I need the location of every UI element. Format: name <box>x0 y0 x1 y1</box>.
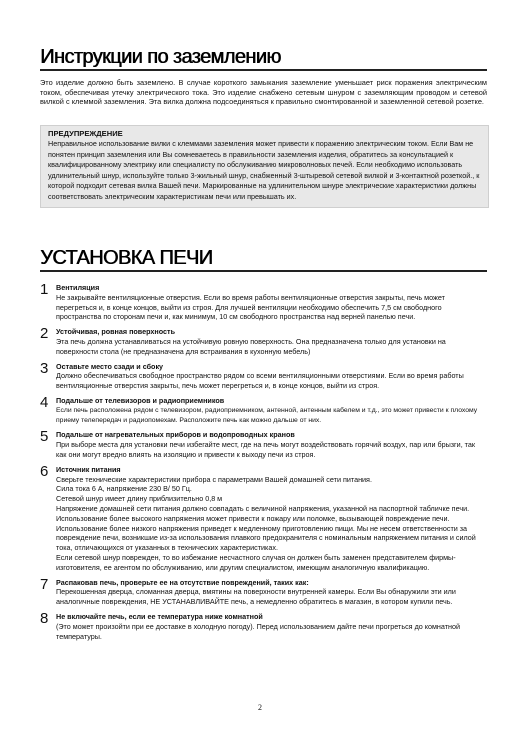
item-title: Устойчивая, ровная поверхность <box>56 327 175 337</box>
item-text: При выборе места для установки печи избегайте мест, где на печь могут воздействовать горячий воздух, пар или брызги, так как они могут вредно влиять на изоляцию и привести к выходу печи из строя. <box>56 440 476 459</box>
item-title: Оставьте место сзади и сбоку <box>56 361 164 371</box>
installation-list <box>40 283 487 641</box>
warning-box <box>40 125 489 208</box>
list-item <box>40 575 487 607</box>
list-item <box>40 462 487 573</box>
item-number: 7 <box>40 575 49 593</box>
item-text: Должно обеспечиваться свободное пространство рядом со всеми вентиляционными отверстиями. Если во время работы вентиляционные отверстия закрыты, печь может перегреться и, в конце концов, выйти из строя. <box>56 371 464 391</box>
page-number: 2 <box>258 703 262 712</box>
grounding-heading: Инструкции по заземлению <box>40 46 281 68</box>
item-number: 2 <box>40 325 49 343</box>
installation-heading-rule <box>40 270 487 272</box>
warning-text: Неправильное использование вилки с клеммами заземления может привести к поражению электрическим током. Если Вам не понятен принцип заземления или Вы сомневаетесь в правильности заземления изделия, обратитесь за консультацией к квалифицированному электрику или специалисту по обслуживанию микроволновых печей. Если необходимо использовать удлинительный шнур, используйте только 3-жильный шнур, снабженный 3-штыревой сетевой вилкой и 3-контактной розеткой., к которой подходит сетевая вилка Вашей печи. Маркированные на удлинительном шнуре электрические характеристики должны соответствовать электрическим характеристикам печи или превышать их. <box>48 139 480 201</box>
item-text: Перекошенная дверца, сломанная дверца, вмятины на поверхности внутренней камеры. Если Вы обнаружили эти или аналогичные повреждения, НЕ УСТАНАВЛИВАЙТЕ печь, а немедленно обратитесь в магазин, в котором купили печь. <box>56 587 456 607</box>
item-number: 3 <box>40 359 49 377</box>
list-item <box>40 430 487 459</box>
list-item <box>40 393 487 425</box>
grounding-intro: Это изделие должно быть заземлено. В случае короткого замыкания заземление уменьшает риск поражения электрическим током, обеспечивая утечку электрического тока. Это изделие снабжено сетевым шнуром с заземляющим проводом и сетевой вилкой с клеммой заземления. Эта вилка должна подсоединяться к правильно смонтированной и заземленной сетевой розетке. <box>40 78 487 107</box>
warning-title: ПРЕДУПРЕЖДЕНИЕ <box>48 129 123 138</box>
item-number: 1 <box>40 281 49 298</box>
list-item <box>40 327 487 356</box>
item-title: Подальше от нагревательных приборов и водопроводных кранов <box>56 430 295 440</box>
item-number: 4 <box>40 393 49 411</box>
item-title: Распаковав печь, проверьте ее на отсутствие повреждений, таких как: <box>56 577 309 587</box>
installation-heading: УСТАНОВКА ПЕЧИ <box>40 247 213 269</box>
item-text: Сверьте технические характеристики прибора с параметрами Вашей домашней сети питания. Сила тока 6 А, напряжение 230 В/ 50 Гц. Сетевой шнур имеет длину приблизительно 0,8 м Напряжение домашней сети питания должно совпадать с величиной напряжения, указанной на паспортной табличке печи. Использование более высокого напряжения может привести к пожару или поломке, вызывающей повреждение печи. Использование более низкого напряжения приведет к медленному приготовлению пищи. Мы не несем ответственности за повреждение печи, возникшие из-за использования плавкого предохранителя с номинальным напряжением питания и силой тока, отличающихся от указанных в технических характеристиках. Если сетевой шнур поврежден, то во избежание несчастного случая он должен быть заменен представителем фирмы-изготовителя, ее агентом по обслуживанию, или другим специалистом, имеющим аналогичную квалификацию. <box>56 474 476 572</box>
item-number: 5 <box>40 428 49 446</box>
item-text: Если печь расположена рядом с телевизором, радиоприемником, антенной, антенным кабелем и т.д., это может привести к плохому приему телепередач и радиопомехам. Расположите печь как можно дальше от них. <box>56 406 478 424</box>
item-text: Эта печь должна устанавливаться на устойчивую ровную поверхность. Она предназначена только для установки на поверхности стола (не предназначена для встраивания в кухонную мебель) <box>56 336 446 356</box>
item-text: (Это может произойти при ее доставке в холодную погоду). Перед использованием дайте печи прогреться до комнатной температуры. <box>56 621 460 641</box>
item-number: 6 <box>40 462 49 480</box>
item-title: Не включайте печь, если ее температура ниже комнатной <box>56 611 263 621</box>
list-item <box>40 359 487 391</box>
list-item <box>40 609 487 641</box>
list-item <box>40 283 487 322</box>
item-title: Источник питания <box>56 464 121 474</box>
item-text: Не закрывайте вентиляционные отверстия. Если во время работы вентиляционные отверстия закрыты, печь может перегреться и, в конце концов, выйти из строя. Для лучшей вентиляции необходимо обеспечить 7,5 см свободного пространства по сторонам печи и, как минимум, 10 см свободного пространства над верней панелью печи. <box>56 292 445 322</box>
item-title: Вентиляция <box>56 283 100 292</box>
item-number: 8 <box>40 609 49 627</box>
grounding-heading-rule <box>40 69 487 71</box>
item-title: Подальше от телевизоров и радиоприемников <box>56 395 225 405</box>
